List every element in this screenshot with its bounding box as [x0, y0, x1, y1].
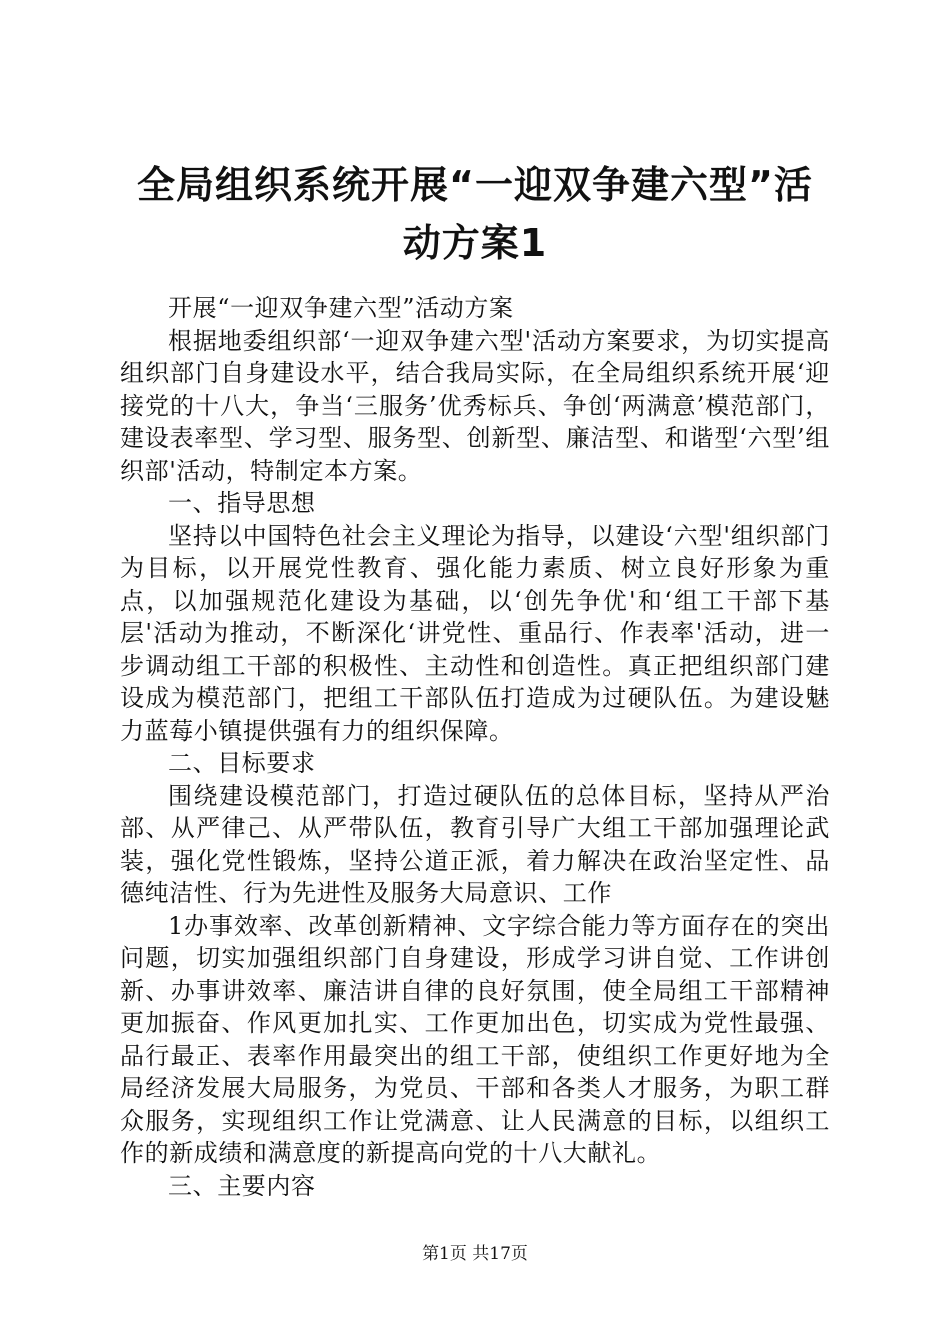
section-heading-guiding-thought: 一、指导思想 [168, 489, 316, 517]
paragraph-guiding-thought: 坚持以中国特色社会主义理论为指导，以建设‘六型'组织部门为目标，以开展党性教育、强化能力素质、树立良好形象为重点，以加强规范化建设为基础，以‘创先争优'和‘组工干部下基层'活动为推动，不断深化‘讲党性、重品行、作表率'活动，进一步调动组工干部的积极性、主动性和创造性。真正把组织部门建设成为模范部门，把组工干部队伍打造成为过硬队伍。为建设魅力蓝莓小镇提供强有力的组织保障。 [120, 521, 830, 745]
paragraph-intro: 根据地委组织部‘一迎双争建六型'活动方案要求，为切实提高组织部门自身建设水平，结合我局实际，在全局组织系统开展‘迎接党的十八大，争当‘三服务’优秀标兵、争创‘两满意’模范部门，建设表率型、学习型、服务型、创新型、廉洁型、和谐型‘六型’组织部'活动，特制定本方案。 [120, 326, 830, 485]
document-body [120, 292, 830, 1202]
section-heading-goals: 二、目标要求 [168, 749, 316, 777]
section-heading-main-content: 三、主要内容 [168, 1171, 316, 1200]
paragraph-goals-continued: 1办事效率、改革创新精神、文字综合能力等方面存在的突出问题，切实加强组织部门自身建设，形成学习讲自觉、工作讲创新、办事讲效率、廉洁讲自律的良好氛围，使全局组工干部精神更加振奋、作风更加扎实、工作更加出色，切实成为党性最强、品行最正、表率作用最突出的组工干部，使组织工作更好地为全局经济发展大局服务，为党员、干部和各类人才服务，为职工群众服务，实现组织工作让党满意、让人民满意的目标，以组织工作的新成绩和满意度的新提高向党的十八大献礼。 [120, 911, 830, 1167]
paragraph-subtitle: 开展“一迎双争建六型”活动方案 [168, 294, 514, 322]
paragraph-goals: 围绕建设模范部门，打造过硬队伍的总体目标，坚持从严治部、从严律己、从严带队伍，教育引导广大组工干部加强理论武装，强化党性锻炼，坚持公道正派，着力解决在政治坚定性、品德纯洁性、行为先进性及服务大局意识、工作 [120, 781, 830, 907]
page-footer: 第1页 共17页 [422, 1244, 528, 1264]
document-title: 全局组织系统开展“一迎双争建六型”活动方案1 [137, 163, 813, 265]
